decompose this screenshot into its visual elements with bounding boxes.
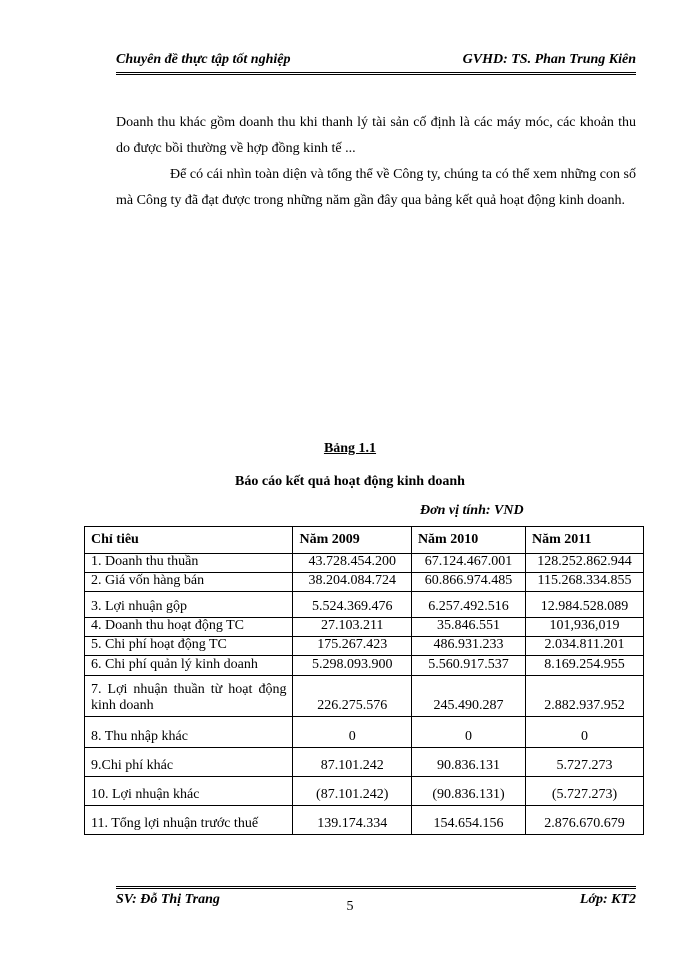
row-indicator: 1. Doanh thu thuần [85,554,293,573]
table-row [85,592,644,618]
row-indicator: 8. Thu nhập khác [85,717,293,748]
table-row [85,573,644,592]
row-value-2011: 2.034.811.201 [526,637,644,656]
row-indicator: 11. Tổng lợi nhuận trước thuế [85,806,293,835]
header-supervisor: GVHD: TS. Phan Trung Kiên [462,52,636,67]
row-indicator: 5. Chi phí hoạt động TC [85,637,293,656]
row-value-2010: 35.846.551 [411,618,525,637]
row-value-2010: 6.257.492.516 [411,592,525,618]
table-header-row [85,527,644,554]
row-value-2011: (5.727.273) [526,777,644,806]
row-value-2009: 27.103.211 [293,618,411,637]
table-row [85,806,644,835]
page-header [116,52,636,70]
row-indicator: 2. Giá vốn hàng bán [85,573,293,592]
row-value-2009: 87.101.242 [293,748,411,777]
table-title: Báo cáo kết quả hoạt động kinh doanh [235,474,465,489]
table-body [85,554,644,835]
row-value-2009: 175.267.423 [293,637,411,656]
footer-divider [116,886,636,889]
row-value-2010: 5.560.917.537 [411,656,525,676]
row-value-2011: 5.727.273 [526,748,644,777]
row-value-2009: 5.298.093.900 [293,656,411,676]
row-value-2010: 486.931.233 [411,637,525,656]
header-year-2009: Năm 2009 [293,527,411,554]
business-results-table [84,526,644,835]
row-indicator: 6. Chi phí quản lý kinh doanh [85,656,293,676]
footer-student: SV: Đỗ Thị Trang [116,892,220,907]
row-value-2009: 226.275.576 [293,676,411,717]
table-row [85,656,644,676]
table-label: Bảng 1.1 [323,441,377,456]
row-value-2010: 245.490.287 [411,676,525,717]
row-value-2011: 8.169.254.955 [526,656,644,676]
row-value-2009: 5.524.369.476 [293,592,411,618]
table-row [85,777,644,806]
row-value-2009: (87.101.242) [293,777,411,806]
row-value-2009: 43.728.454.200 [293,554,411,573]
table-row [85,676,644,717]
header-indicator: Chỉ tiêu [85,527,293,554]
row-value-2011: 2.882.937.952 [526,676,644,717]
row-value-2010: 0 [411,717,525,748]
row-value-2010: 60.866.974.485 [411,573,525,592]
row-value-2010: (90.836.131) [411,777,525,806]
row-value-2009: 139.174.334 [293,806,411,835]
paragraph-overview: Để có cái nhìn toàn diện và tổng thể về Công ty, chúng ta có thể xem những con số mà Công ty đã đạt được trong những năm gần đây qua bảng kết quả hoạt động kinh doanh. [116,167,636,208]
page-number: 5 [346,899,354,914]
row-value-2011: 115.268.334.855 [526,573,644,592]
table-row [85,637,644,656]
row-value-2010: 90.836.131 [411,748,525,777]
row-indicator: 7. Lợi nhuận thuần từ hoạt động kinh doanh [85,676,293,717]
row-indicator: 3. Lợi nhuận gộp [85,592,293,618]
row-value-2010: 154.654.156 [411,806,525,835]
table-row [85,554,644,573]
row-value-2011: 101,936,019 [526,618,644,637]
header-divider [116,72,636,75]
row-value-2011: 12.984.528.089 [526,592,644,618]
row-value-2011: 128.252.862.944 [526,554,644,573]
row-value-2009: 38.204.084.724 [293,573,411,592]
row-indicator: 9.Chi phí khác [85,748,293,777]
header-course-title: Chuyên đề thực tập tốt nghiệp [116,52,291,67]
paragraph-other-revenue: Doanh thu khác gồm doanh thu khi thanh lý tài sản cố định là các máy móc, các khoản thu do được bồi thường về hợp đồng kinh tế ... [116,115,636,156]
row-value-2010: 67.124.467.001 [411,554,525,573]
row-indicator: 10. Lợi nhuận khác [85,777,293,806]
table-unit: Đơn vị tính: VND [420,503,524,518]
table-row [85,748,644,777]
footer-class: Lớp: KT2 [579,892,636,907]
row-value-2009: 0 [293,717,411,748]
table-row [85,618,644,637]
header-year-2010: Năm 2010 [411,527,525,554]
table-row [85,717,644,748]
header-year-2011: Năm 2011 [526,527,644,554]
row-value-2011: 0 [526,717,644,748]
row-indicator: 4. Doanh thu hoạt động TC [85,618,293,637]
row-value-2011: 2.876.670.679 [526,806,644,835]
